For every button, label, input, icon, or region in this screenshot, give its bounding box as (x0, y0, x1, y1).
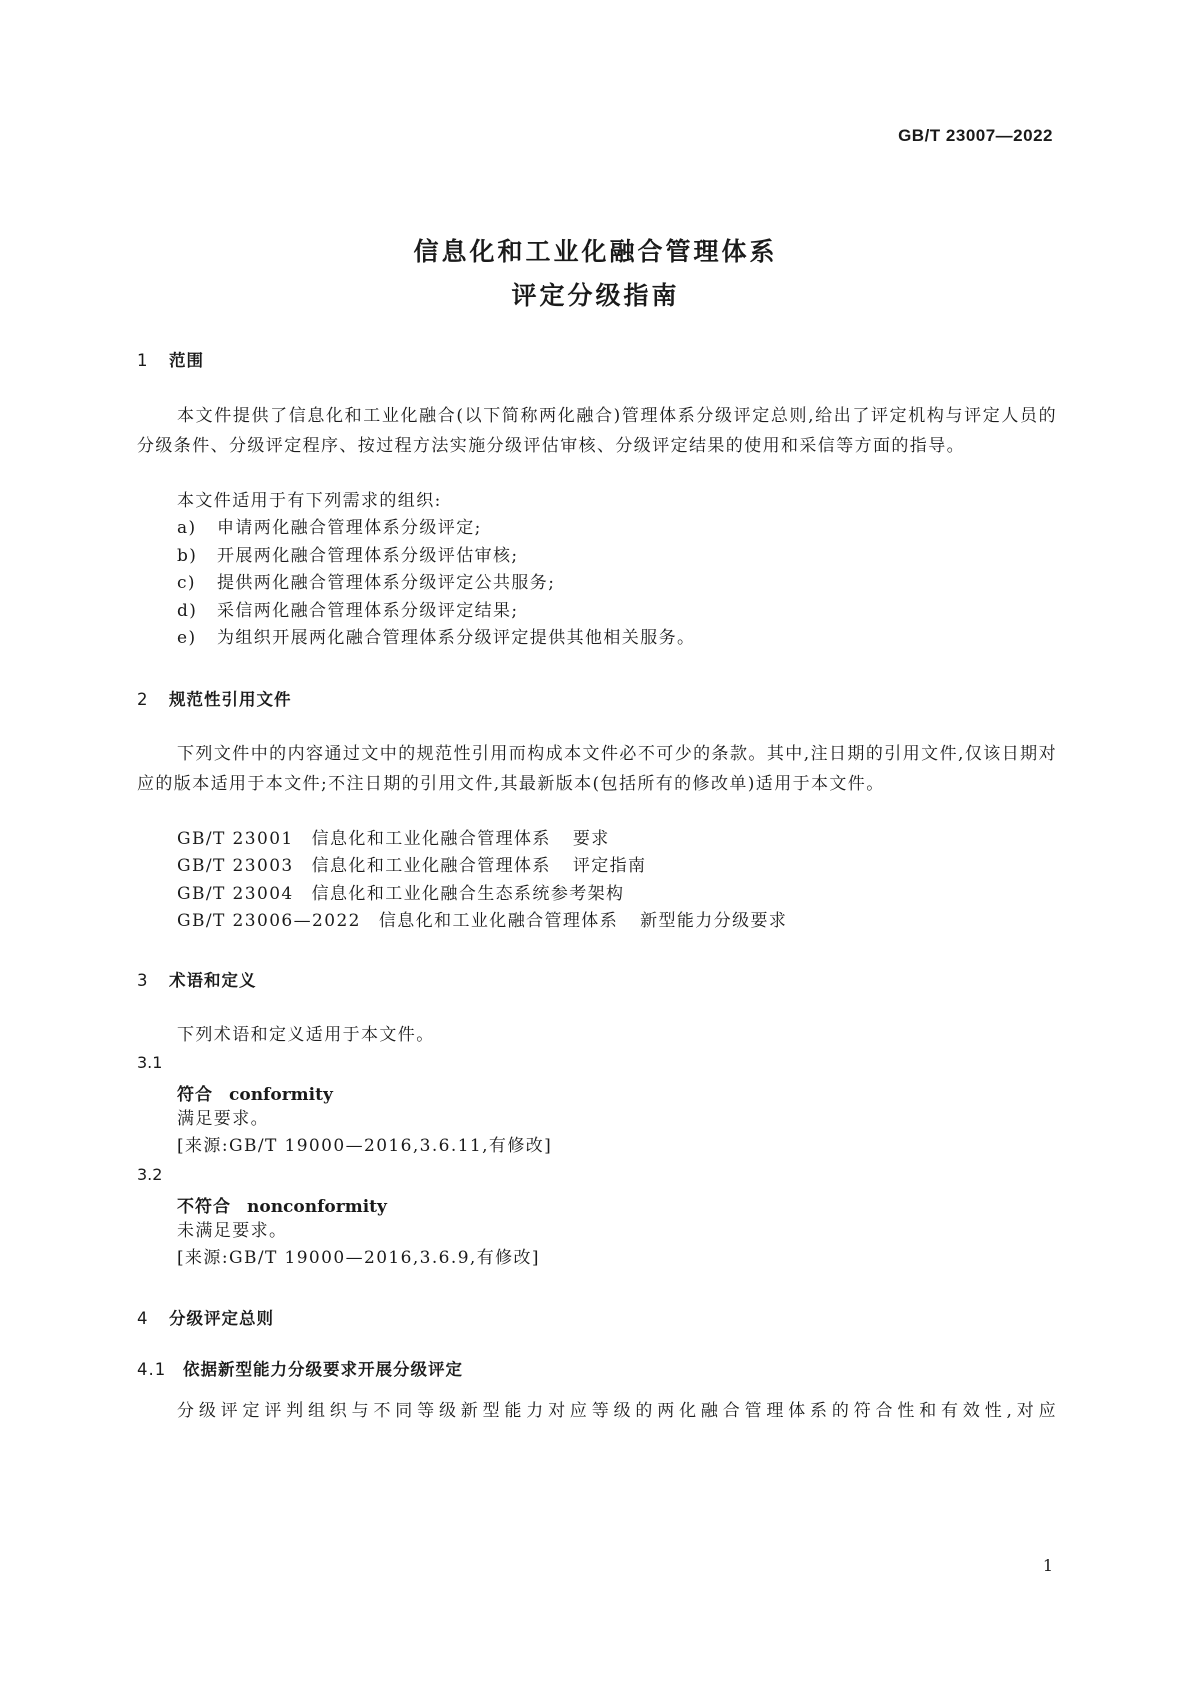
term-number: 3.2 (137, 1165, 163, 1184)
reference-item (177, 851, 646, 881)
section2-heading (137, 686, 292, 710)
section1-number: 1 (137, 351, 149, 370)
subsection4-1-heading (137, 1356, 463, 1380)
section4-title: 分级评定总则 (169, 1309, 274, 1328)
term-number: 3.1 (137, 1053, 163, 1072)
section1-applicability: 本文件适用于有下列需求的组织: (177, 491, 442, 511)
section2-number: 2 (137, 690, 149, 709)
term-zh: 不符合 (177, 1197, 231, 1217)
section1-title: 范围 (169, 351, 204, 370)
list-marker: a) (177, 518, 197, 538)
document-title-line2: 评定分级指南 (511, 281, 680, 310)
section1-heading (137, 347, 204, 371)
section2-title: 规范性引用文件 (169, 690, 292, 709)
section4-heading (137, 1305, 274, 1329)
term-zh: 符合 (177, 1085, 213, 1105)
list-marker: c) (177, 573, 196, 593)
subsection4-1-title: 依据新型能力分级要求开展分级评定 (183, 1360, 463, 1379)
reference-title: 信息化和工业化融合管理体系 (378, 911, 619, 931)
list-item (177, 568, 555, 598)
reference-code: GB/T 23001 (177, 829, 294, 849)
section3-title: 术语和定义 (169, 971, 257, 990)
reference-code: GB/T 23004 (177, 884, 294, 904)
section4-number: 4 (137, 1309, 149, 1328)
reference-code: GB/T 23006—2022 (177, 911, 361, 931)
reference-subtitle: 要求 (572, 829, 610, 849)
list-marker: d) (177, 601, 198, 621)
section1-paragraph: 本文件提供了信息化和工业化融合(以下简称两化融合)管理体系分级评定总则,给出了评定机构与评定人员的分级条件、分级评定程序、按过程方法实施分级评估审核、分级评定结果的使用和采信等方面的指导。 (137, 406, 1057, 456)
term-source: [来源:GB/T 19000—2016,3.6.9,有修改] (177, 1248, 540, 1268)
term-definition: 满足要求。 (177, 1109, 269, 1129)
term-source: [来源:GB/T 19000—2016,3.6.11,有修改] (177, 1136, 553, 1156)
reference-subtitle: 评定指南 (572, 856, 647, 876)
list-item (177, 596, 519, 626)
list-marker: e) (177, 628, 197, 648)
reference-code: GB/T 23003 (177, 856, 294, 876)
page-number: 1 (1042, 1556, 1053, 1575)
list-marker: b) (177, 546, 198, 566)
standard-code: GB/T 23007—2022 (898, 126, 1053, 145)
section3-heading (137, 967, 257, 991)
reference-item (177, 906, 787, 936)
list-text: 采信两化融合管理体系分级评定结果; (217, 601, 519, 621)
list-item (177, 541, 519, 571)
list-item (177, 513, 482, 543)
reference-title: 信息化和工业化融合生态系统参考架构 (311, 884, 625, 904)
reference-subtitle: 新型能力分级要求 (640, 911, 788, 931)
reference-item (177, 879, 624, 909)
term-en: conformity (229, 1085, 333, 1105)
section3-intro: 下列术语和定义适用于本文件。 (177, 1025, 435, 1045)
term-en: nonconformity (247, 1197, 387, 1217)
list-text: 为组织开展两化融合管理体系分级评定提供其他相关服务。 (217, 628, 696, 648)
reference-title: 信息化和工业化融合管理体系 (311, 829, 551, 849)
reference-item (177, 824, 610, 854)
list-text: 开展两化融合管理体系分级评估审核; (217, 546, 519, 566)
term-heading (177, 1080, 333, 1105)
list-text: 申请两化融合管理体系分级评定; (217, 518, 482, 538)
list-text: 提供两化融合管理体系分级评定公共服务; (217, 573, 556, 593)
section3-number: 3 (137, 971, 149, 990)
list-item (177, 623, 695, 653)
section4-paragraph: 分级评定评判组织与不同等级新型能力对应等级的两化融合管理体系的符合性和有效性,对应 (177, 1401, 1057, 1421)
reference-title: 信息化和工业化融合管理体系 (311, 856, 551, 876)
term-definition: 未满足要求。 (177, 1221, 288, 1241)
term-heading (177, 1192, 387, 1217)
document-title-line1: 信息化和工业化融合管理体系 (413, 237, 778, 266)
subsection4-1-number: 4.1 (137, 1360, 167, 1379)
section2-paragraph: 下列文件中的内容通过文中的规范性引用而构成本文件必不可少的条款。其中,注日期的引用文件,仅该日期对应的版本适用于本文件;不注日期的引用文件,其最新版本(包括所有的修改单)适用于本文件。 (137, 744, 1057, 794)
